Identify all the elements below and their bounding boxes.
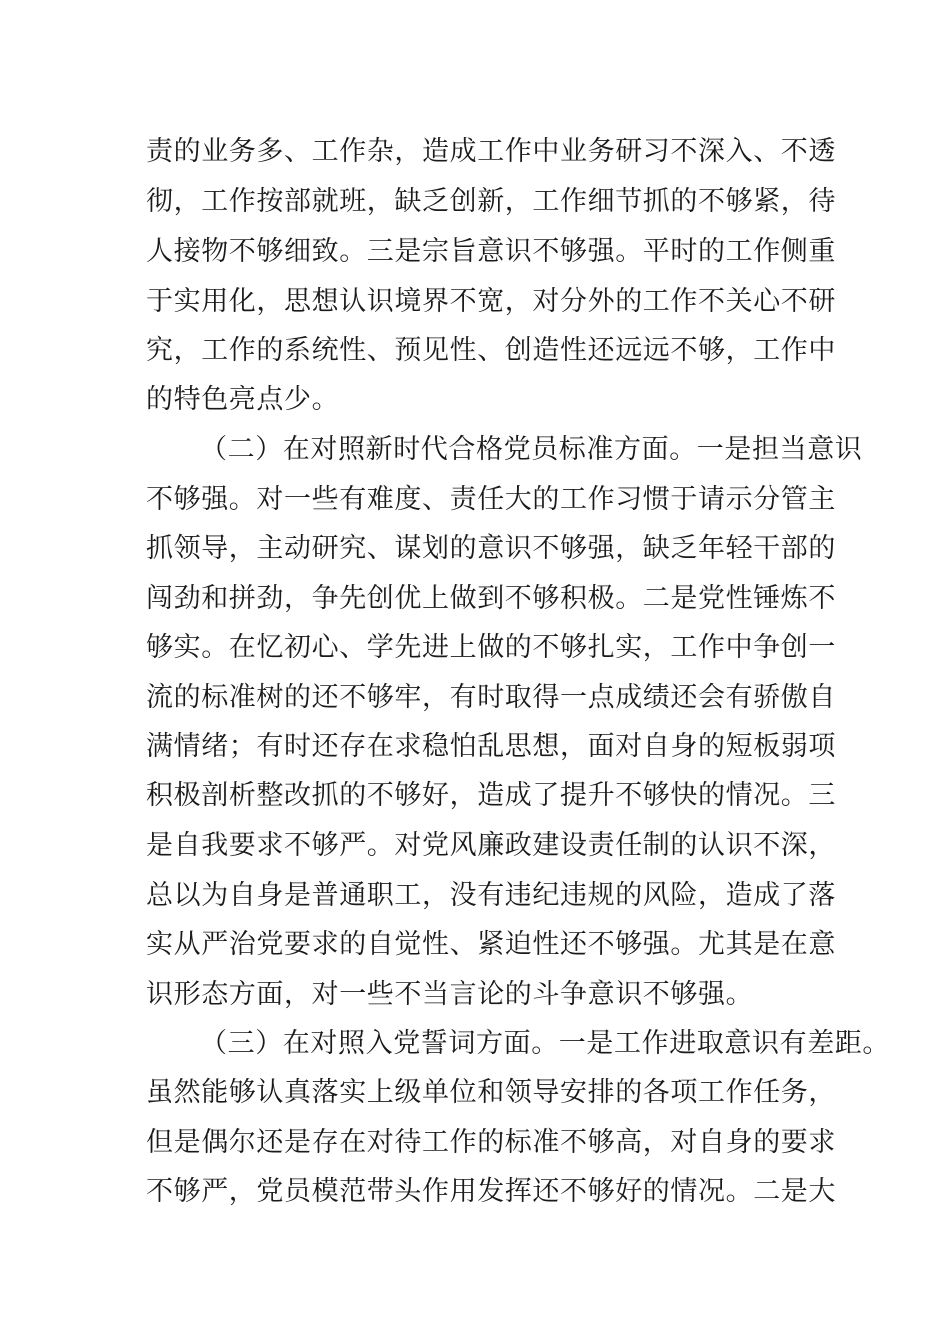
- text-line: 于实用化，思想认识境界不宽，对分外的工作不关心不研: [146, 286, 836, 317]
- paragraph-start-line: （二）在对照新时代合格党员标准方面。一是担当意识: [200, 434, 863, 465]
- text-line: 的特色亮点少。: [146, 384, 340, 415]
- text-line: 虽然能够认真落实上级单位和领导安排的各项工作任务，: [146, 1077, 836, 1108]
- text-line: 但是偶尔还是存在对待工作的标准不够高，对自身的要求: [146, 1127, 836, 1158]
- text-line: 是自我要求不够严。对党风廉政建设责任制的认识不深，: [146, 830, 836, 861]
- text-line: 究，工作的系统性、预见性、创造性还远远不够，工作中: [146, 335, 836, 366]
- text-line: 不够严，党员模范带头作用发挥还不够好的情况。二是大: [146, 1176, 836, 1207]
- text-line: 责的业务多、工作杂，造成工作中业务研习不深入、不透: [146, 136, 836, 167]
- text-line: 满情绪；有时还存在求稳怕乱思想，面对自身的短板弱项: [146, 731, 836, 762]
- paragraph-start-line: （三）在对照入党誓词方面。一是工作进取意识有差距。: [200, 1028, 890, 1059]
- text-line: 不够强。对一些有难度、责任大的工作习惯于请示分管主: [146, 484, 836, 515]
- text-line: 彻，工作按部就班，缺乏创新，工作细节抓的不够紧，待: [146, 186, 836, 217]
- text-line: 抓领导，主动研究、谋划的意识不够强，缺乏年轻干部的: [146, 533, 836, 564]
- text-line: 人接物不够细致。三是宗旨意识不够强。平时的工作侧重: [146, 236, 836, 267]
- text-line: 够实。在忆初心、学先进上做的不够扎实，工作中争创一: [146, 632, 836, 663]
- text-line: 总以为自身是普通职工，没有违纪违规的风险，造成了落: [146, 880, 836, 911]
- text-line: 闯劲和拼劲，争先创优上做到不够积极。二是党性锤炼不: [146, 583, 836, 614]
- text-line: 积极剖析整改抓的不够好，造成了提升不够快的情况。三: [146, 780, 836, 811]
- text-line: 流的标准树的还不够牢，有时取得一点成绩还会有骄傲自: [146, 682, 836, 713]
- text-line: 识形态方面，对一些不当言论的斗争意识不够强。: [146, 979, 754, 1010]
- text-line: 实从严治党要求的自觉性、紧迫性还不够强。尤其是在意: [146, 929, 836, 960]
